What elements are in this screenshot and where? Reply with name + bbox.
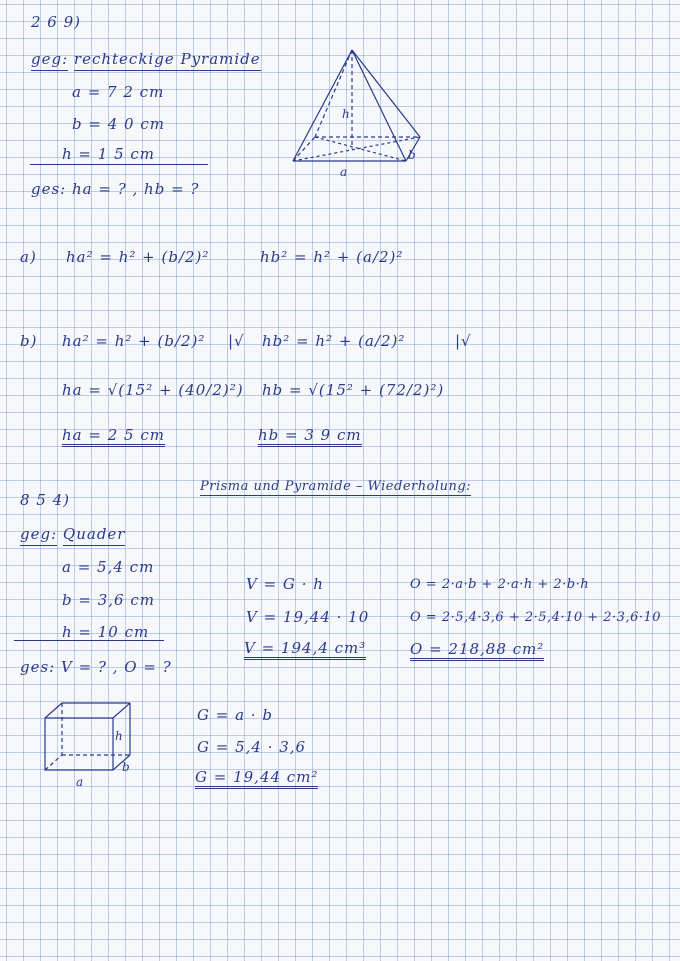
volume-result: V = 194,4 cm³ bbox=[244, 641, 366, 660]
part-b-sqrt-2: hb = √(15² + (72/2)²) bbox=[262, 381, 445, 399]
cuboid-label-b: b bbox=[122, 760, 130, 774]
sought-values-2: ges: V = ? , O = ? bbox=[20, 658, 172, 676]
surface-formula: O = 2·a·b + 2·a·h + 2·b·h bbox=[410, 577, 590, 592]
pyramid-label-b: b bbox=[408, 148, 416, 162]
part-a-equation-2: hb² = h² + (a/2)² bbox=[260, 248, 404, 266]
task-number-854: 8 5 4) bbox=[20, 491, 71, 509]
cuboid-label-a: a bbox=[76, 775, 84, 789]
given-h: h = 1 5 cm bbox=[62, 145, 156, 163]
part-a-label: a) bbox=[20, 248, 37, 266]
part-b-equation-2: hb² = h² + (a/2)² bbox=[262, 332, 406, 350]
pyramid-label-a: a bbox=[340, 165, 348, 179]
cuboid-label-h: h bbox=[115, 729, 123, 743]
given-title-2: Quader bbox=[63, 525, 126, 546]
part-b-operation-1: |√ bbox=[228, 332, 245, 350]
part-a-equation-1: ha² = h² + (b/2)² bbox=[66, 248, 210, 266]
surface-result: O = 218,88 cm² bbox=[410, 642, 544, 661]
given-b-2: b = 3,6 cm bbox=[62, 591, 155, 609]
given-a-2: a = 5,4 cm bbox=[62, 558, 155, 576]
given-label-2 bbox=[20, 527, 125, 542]
base-area-result: G = 19,44 cm² bbox=[195, 770, 318, 789]
given-h-2: h = 10 cm bbox=[62, 623, 150, 641]
result-hb: hb = 3 9 cm bbox=[258, 428, 362, 447]
task-number-269: 2 6 9) bbox=[31, 13, 82, 31]
given-title: rechteckige Pyramide bbox=[74, 50, 261, 71]
base-area-formula: G = a · b bbox=[197, 706, 273, 724]
volume-formula: V = G · h bbox=[246, 575, 324, 593]
part-b-sqrt-1: ha = √(15² + (40/2)²) bbox=[62, 381, 244, 399]
given-label-2-text: geg: bbox=[20, 525, 57, 546]
surface-substitution: O = 2·5,4·3,6 + 2·5,4·10 + 2·3,6·10 bbox=[410, 610, 662, 625]
pyramid-label-h: h bbox=[342, 107, 350, 121]
given-separator-2 bbox=[14, 640, 164, 641]
given-separator bbox=[30, 164, 208, 165]
given-a: a = 7 2 cm bbox=[72, 83, 165, 101]
given-label-text: geg: bbox=[31, 50, 68, 71]
given-b: b = 4 0 cm bbox=[72, 115, 165, 133]
part-b-label: b) bbox=[20, 332, 38, 350]
section-heading: Prisma und Pyramide – Wiederholung: bbox=[200, 479, 472, 494]
given-label bbox=[31, 52, 261, 67]
base-area-substitution: G = 5,4 · 3,6 bbox=[197, 738, 307, 756]
result-ha: ha = 2 5 cm bbox=[62, 428, 165, 447]
part-b-operation-2: |√ bbox=[455, 332, 472, 350]
sought-values: ges: ha = ? , hb = ? bbox=[31, 180, 200, 198]
part-b-equation-1: ha² = h² + (b/2)² bbox=[62, 332, 206, 350]
volume-substitution: V = 19,44 · 10 bbox=[246, 608, 370, 626]
